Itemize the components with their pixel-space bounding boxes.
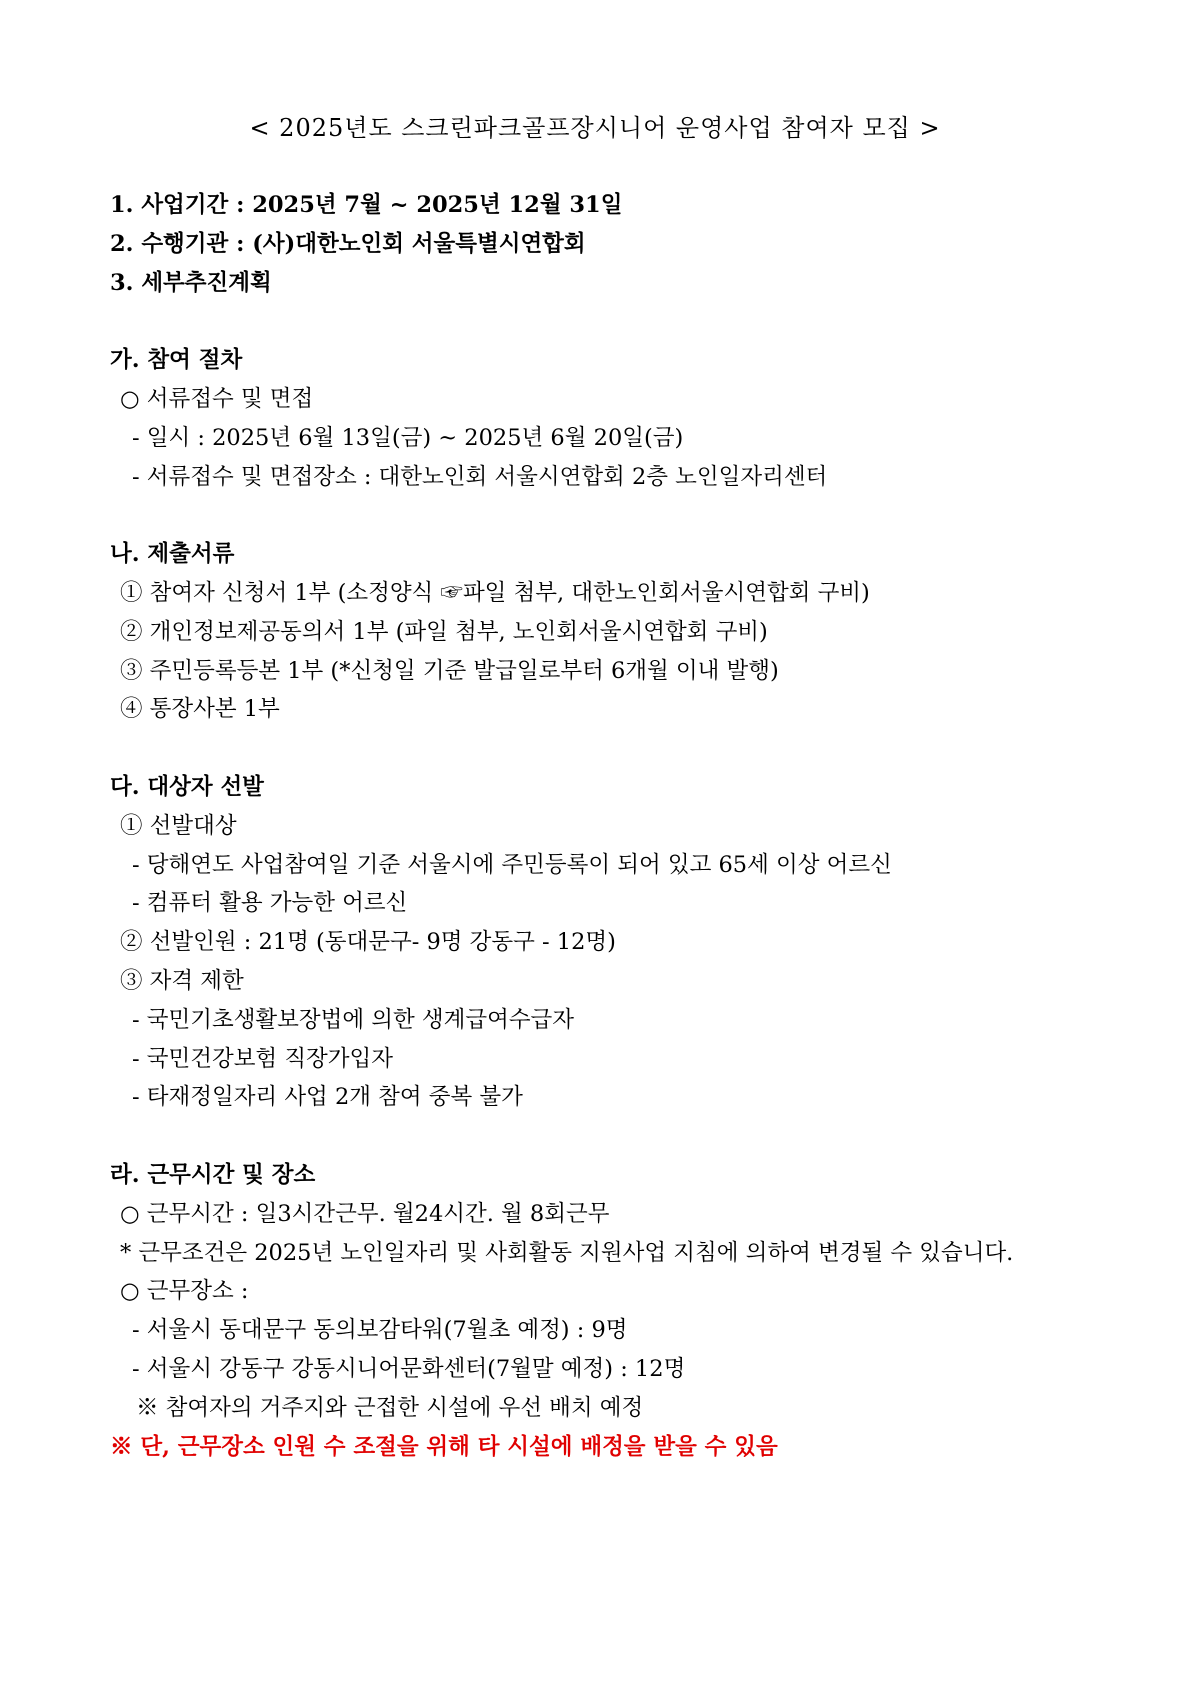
section-na-item-bankbook: ④ 통장사본 1부 [120,696,280,723]
overview-period: 1. 사업기간 : 2025년 7월 ~ 2025년 12월 31일 [110,192,623,218]
section-da-target-label: ① 선발대상 [120,812,237,839]
section-ga-heading: 가. 참여 절차 [110,347,243,374]
section-ra-hours-note: * 근무조건은 2025년 노인일자리 및 사회활동 지원사업 지침에 의하여 변경될 수 있습니다. [120,1239,1014,1266]
section-ra-place-item: - 서울시 강동구 강동시니어문화센터(7월말 예정) : 12명 [132,1355,686,1382]
overview-organization: 2. 수행기관 : (사)대한노인회 서울특별시연합회 [110,230,586,257]
section-da-target-item: - 컴퓨터 활용 가능한 어르신 [132,890,408,917]
section-ga-item-place: - 서류접수 및 면접장소 : 대한노인회 서울시연합회 2층 노인일자리센터 [132,463,828,490]
overview-plan: 3. 세부추진계획 [110,269,272,296]
section-da-heading: 다. 대상자 선발 [110,773,264,800]
section-ra-heading: 라. 근무시간 및 장소 [110,1161,316,1188]
section-na-item-registration: ③ 주민등록등본 1부 (*신청일 기준 발급일로부터 6개월 이내 발행) [120,657,779,684]
spacer [110,1117,1050,1156]
spacer [110,302,1050,341]
document-body [110,186,1050,1466]
section-da-restriction-item: - 타재정일자리 사업 2개 참여 중복 불가 [132,1084,523,1111]
section-ra-place-note: ※ 참여자의 거주지와 근접한 시설에 우선 배치 예정 [136,1394,644,1421]
section-na-heading: 나. 제출서류 [110,541,235,568]
spacer [110,496,1050,535]
section-ra-place-item: - 서울시 동대문구 동의보감타워(7월초 예정) : 9명 [132,1317,628,1344]
section-ga-bullet: ○ 서류접수 및 면접 [120,385,314,412]
section-ra-hours: ○ 근무시간 : 일3시간근무. 월24시간. 월 8회근무 [120,1200,610,1227]
section-da-target-item: - 당해연도 사업참여일 기준 서울시에 주민등록이 되어 있고 65세 이상 어르신 [132,851,892,878]
spacer [110,729,1050,768]
section-na-item-application: ① 참여자 신청서 1부 (소정양식 ☞파일 첨부, 대한노인회서울시연합회 구비) [120,579,870,606]
section-na-item-consent: ② 개인정보제공동의서 1부 (파일 첨부, 노인회서울시연합회 구비) [120,618,768,645]
section-ra-place-label: ○ 근무장소 : [120,1278,249,1305]
section-da-restriction-item: - 국민건강보험 직장가입자 [132,1045,393,1072]
section-ga-item-date: - 일시 : 2025년 6월 13일(금) ~ 2025년 6월 20일(금) [132,424,684,451]
section-da-restriction-label: ③ 자격 제한 [120,967,244,994]
document-title: < 2025년도 스크린파크골프장시니어 운영사업 참여자 모집 > [249,114,941,142]
section-da-restriction-item: - 국민기초생활보장법에 의한 생계급여수급자 [132,1006,575,1033]
section-da-count: ② 선발인원 : 21명 (동대문구- 9명 강동구 - 12명) [120,929,616,956]
section-ra-warning: ※ 단, 근무장소 인원 수 조절을 위해 타 시설에 배정을 받을 수 있음 [110,1433,778,1460]
